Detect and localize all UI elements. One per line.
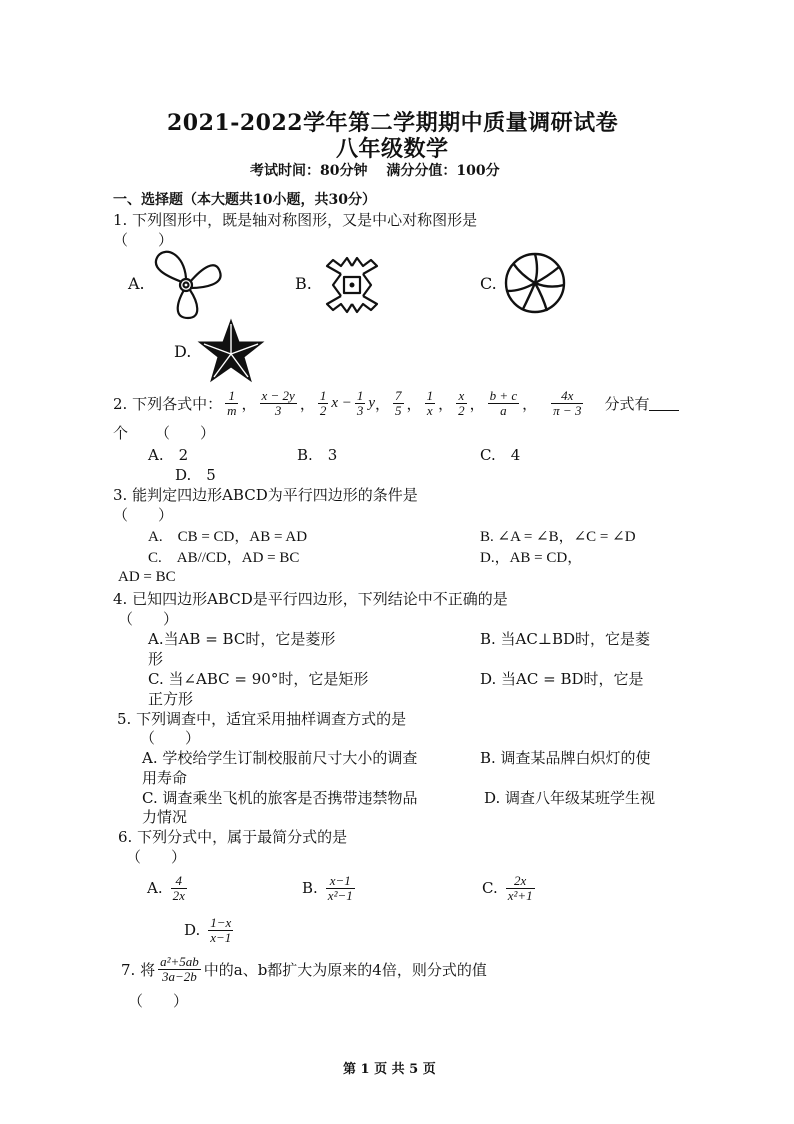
q2-mixed-coef-2: $\frac{1}{3}$: [356, 387, 364, 418]
exam-title: 2021-2022学年第二学期期中质量调研试卷: [167, 110, 619, 136]
q3-option-b: B. ∠A = ∠B，∠C = ∠D: [480, 529, 636, 545]
q2-answer-blank[interactable]: [649, 396, 679, 411]
q5-option-d: D. 调查八年级某班学生视: [484, 789, 656, 807]
question-4-stem: 4. 已知四边形ABCD是平行四边形，下列结论中不正确的是: [113, 590, 508, 608]
fan-propeller-icon: [146, 248, 224, 322]
cross-flower-icon: [319, 252, 385, 318]
q2-frac-6: $\frac{b + c}{a}$: [489, 387, 518, 418]
q5-option-a: A. 学校给学生订制校服前尺寸大小的调查: [142, 749, 418, 767]
q6-option-a: A. $\frac{4}{2x}$: [147, 872, 185, 903]
question-2-paren: （ ）: [155, 424, 216, 442]
q6-option-b: B. $\frac{x-1}{\text{x²−1}}$: [302, 872, 353, 903]
question-6-stem: 6. 下列分式中，属于最简分式的是: [118, 828, 348, 846]
q2-frac-7: $\frac{4x}{\pi - 3}$: [553, 387, 582, 418]
page-footer: 第 1 页 共 5 页: [343, 1062, 436, 1077]
q2-mixed-coef-1: $\frac{1}{2}$: [319, 387, 327, 418]
q4-option-a: A.当AB = BC时，它是菱形: [148, 630, 336, 648]
q2-frac-3: $\frac{7}{5}$: [395, 387, 402, 418]
question-3-paren: （ ）: [113, 506, 174, 524]
q5-option-c: C. 调查乘坐飞机的旅客是否携带违禁物品: [142, 789, 418, 807]
q5-option-a-cont: 用寿命: [142, 769, 188, 787]
q2-suffix: 分式有: [604, 394, 650, 413]
q4-option-d: D. 当AC = BD时，它是: [480, 670, 644, 688]
q2-unit: 个: [113, 424, 129, 442]
question-5-paren: （ ）: [140, 729, 201, 747]
q2-option-c: C. 4: [480, 446, 521, 464]
section-heading: 一、选择题（本大题共10小题，共30分）: [113, 192, 376, 208]
q3-option-a: A. CB = CD，AB = AD: [148, 529, 308, 545]
q2-frac-5: $\frac{x}{2}$: [458, 387, 465, 418]
q6-option-d: D. $\frac{1-x}{x-1}$: [184, 914, 232, 945]
q2-option-d: D. 5: [175, 466, 216, 484]
q2-prefix: 2. 下列各式中：: [113, 394, 223, 413]
q2-frac-4: $\frac{1}{x}$: [426, 387, 434, 418]
q3-option-c: C. AB//CD，AD = BC: [148, 550, 300, 566]
q4-option-b-cont: 形: [148, 650, 164, 668]
question-1-stem: 1. 下列图形中，既是轴对称图形，又是中心对称图形是: [113, 211, 478, 229]
q1-option-c-label: C.: [480, 274, 497, 293]
star-icon: [196, 318, 266, 384]
q3-option-d: D.，AB = CD，: [480, 550, 583, 566]
q4-option-d-cont: 正方形: [148, 690, 194, 708]
question-3-stem: 3. 能判定四边形ABCD为平行四边形的条件是: [113, 486, 418, 504]
q2-option-a: A. 2: [148, 446, 189, 464]
q6-option-c: C. $\frac{2x}{\text{x²+1}}$: [482, 872, 533, 903]
q4-option-b: B. 当AC⊥BD时，它是菱: [480, 630, 651, 648]
question-7-paren: （ ）: [128, 992, 189, 1010]
question-1-paren: （ ）: [113, 231, 174, 249]
question-2-stem: 2. 下列各式中： $\frac{1}{m}$ ， $\frac{x - 2y}{3}$ ， $\frac{1}{2}$ x − $\frac{1}{3}$ y ， $\frac{7}{5}$ ， $\frac{1}{x}$ ， $\frac{x}{2}$ ， $\frac{b + c}{a}$ ， $\frac{4x}{\pi - 3}$ 分式有: [113, 380, 679, 426]
q2-option-b: B. 3: [297, 446, 338, 464]
question-6-paren: （ ）: [126, 848, 187, 866]
exam-subject: 八年级数学: [336, 136, 449, 162]
q3-option-d-cont: AD = BC: [118, 569, 176, 585]
q4-option-c: C. 当∠ABC = 90°时，它是矩形: [148, 670, 369, 688]
question-4-paren: （ ）: [118, 610, 179, 628]
question-5-stem: 5. 下列调查中，适宜采用抽样调查方式的是: [117, 710, 407, 728]
q5-option-c-cont: 力情况: [142, 808, 188, 826]
q2-frac-2: $\frac{x - 2y}{3}$: [261, 387, 295, 418]
q1-option-b-label: B.: [295, 274, 312, 293]
q1-option-a-label: A.: [128, 274, 145, 293]
circular-swirl-icon: [503, 251, 567, 315]
question-7-stem: 7. 将 $\frac{\text{a²+5ab}}{3a-2b}$ 中的a、b都扩大为原来的4倍，则分式的值: [121, 953, 487, 984]
q1-option-d-label: D.: [174, 342, 192, 361]
q2-frac-1: $\frac{1}{m}$: [227, 387, 237, 418]
exam-info: 考试时间：80分钟 满分分值：100分: [250, 163, 500, 179]
q5-option-b: B. 调查某品牌白炽灯的使: [480, 749, 651, 767]
